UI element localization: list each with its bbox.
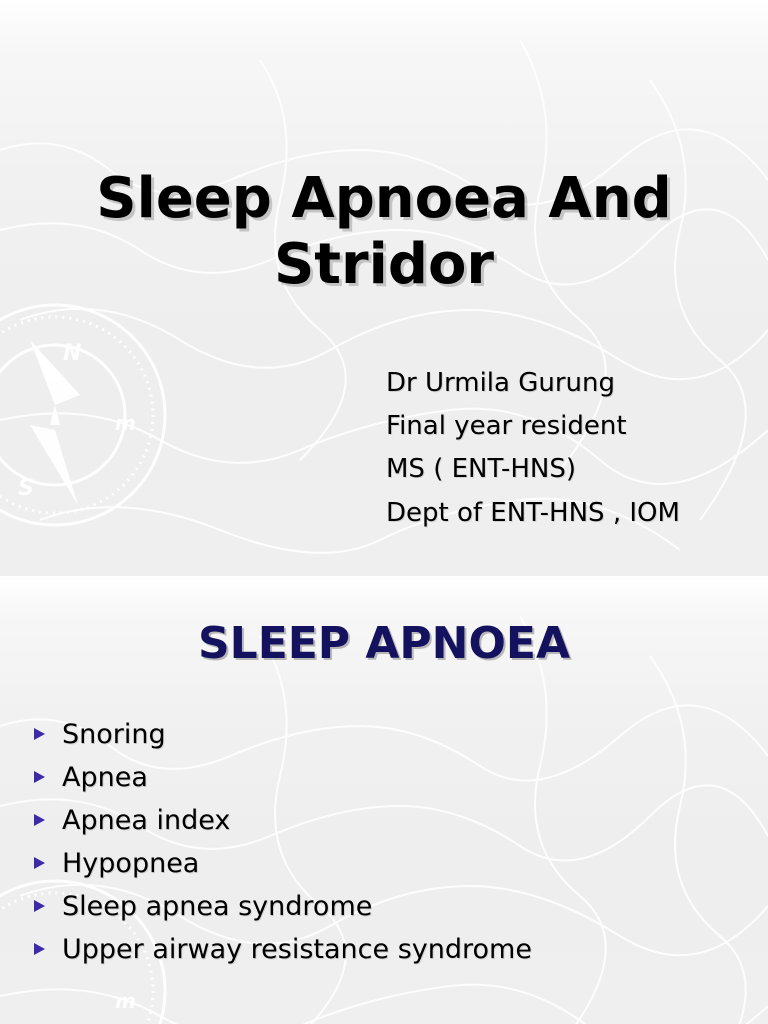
list-item-text: Sleep apnea syndrome	[62, 891, 373, 922]
author-info-list	[386, 362, 726, 531]
list-item	[34, 928, 532, 971]
triangle-bullet-icon	[34, 857, 45, 869]
compass-letter-s: S	[18, 476, 34, 501]
compass-letter-m: m	[115, 411, 136, 435]
triangle-bullet-icon	[34, 814, 45, 826]
list-item-text: Snoring	[62, 719, 166, 750]
list-item-text: Apnea	[62, 762, 148, 793]
bullet-list	[34, 713, 532, 971]
slide-1-title	[0, 166, 768, 298]
author-degree: MS ( ENT-HNS)	[386, 454, 577, 484]
list-item	[34, 842, 532, 885]
triangle-bullet-icon	[34, 900, 45, 912]
compass-letter-n: N	[63, 341, 82, 366]
list-item	[34, 756, 532, 799]
triangle-bullet-icon	[34, 728, 45, 740]
compass-letter-m: m	[115, 989, 136, 1013]
author-name: Dr Urmila Gurung	[386, 368, 615, 398]
list-item-text: Upper airway resistance syndrome	[62, 934, 532, 965]
list-item	[34, 713, 532, 756]
list-item-text: Hypopnea	[62, 848, 200, 879]
slide-1-title-text: Sleep Apnoea And Stridor	[96, 166, 672, 297]
author-department: Dept of ENT-HNS , IOM	[386, 498, 680, 528]
list-item	[34, 885, 532, 928]
slide-2-title-text: SLEEP APNOEA	[197, 618, 571, 669]
author-position: Final year resident	[386, 411, 627, 441]
slide-2-title	[0, 616, 768, 672]
list-item	[34, 799, 532, 842]
triangle-bullet-icon	[34, 943, 45, 955]
triangle-bullet-icon	[34, 771, 45, 783]
list-item-text: Apnea index	[62, 805, 231, 836]
slide-2	[0, 576, 768, 1024]
